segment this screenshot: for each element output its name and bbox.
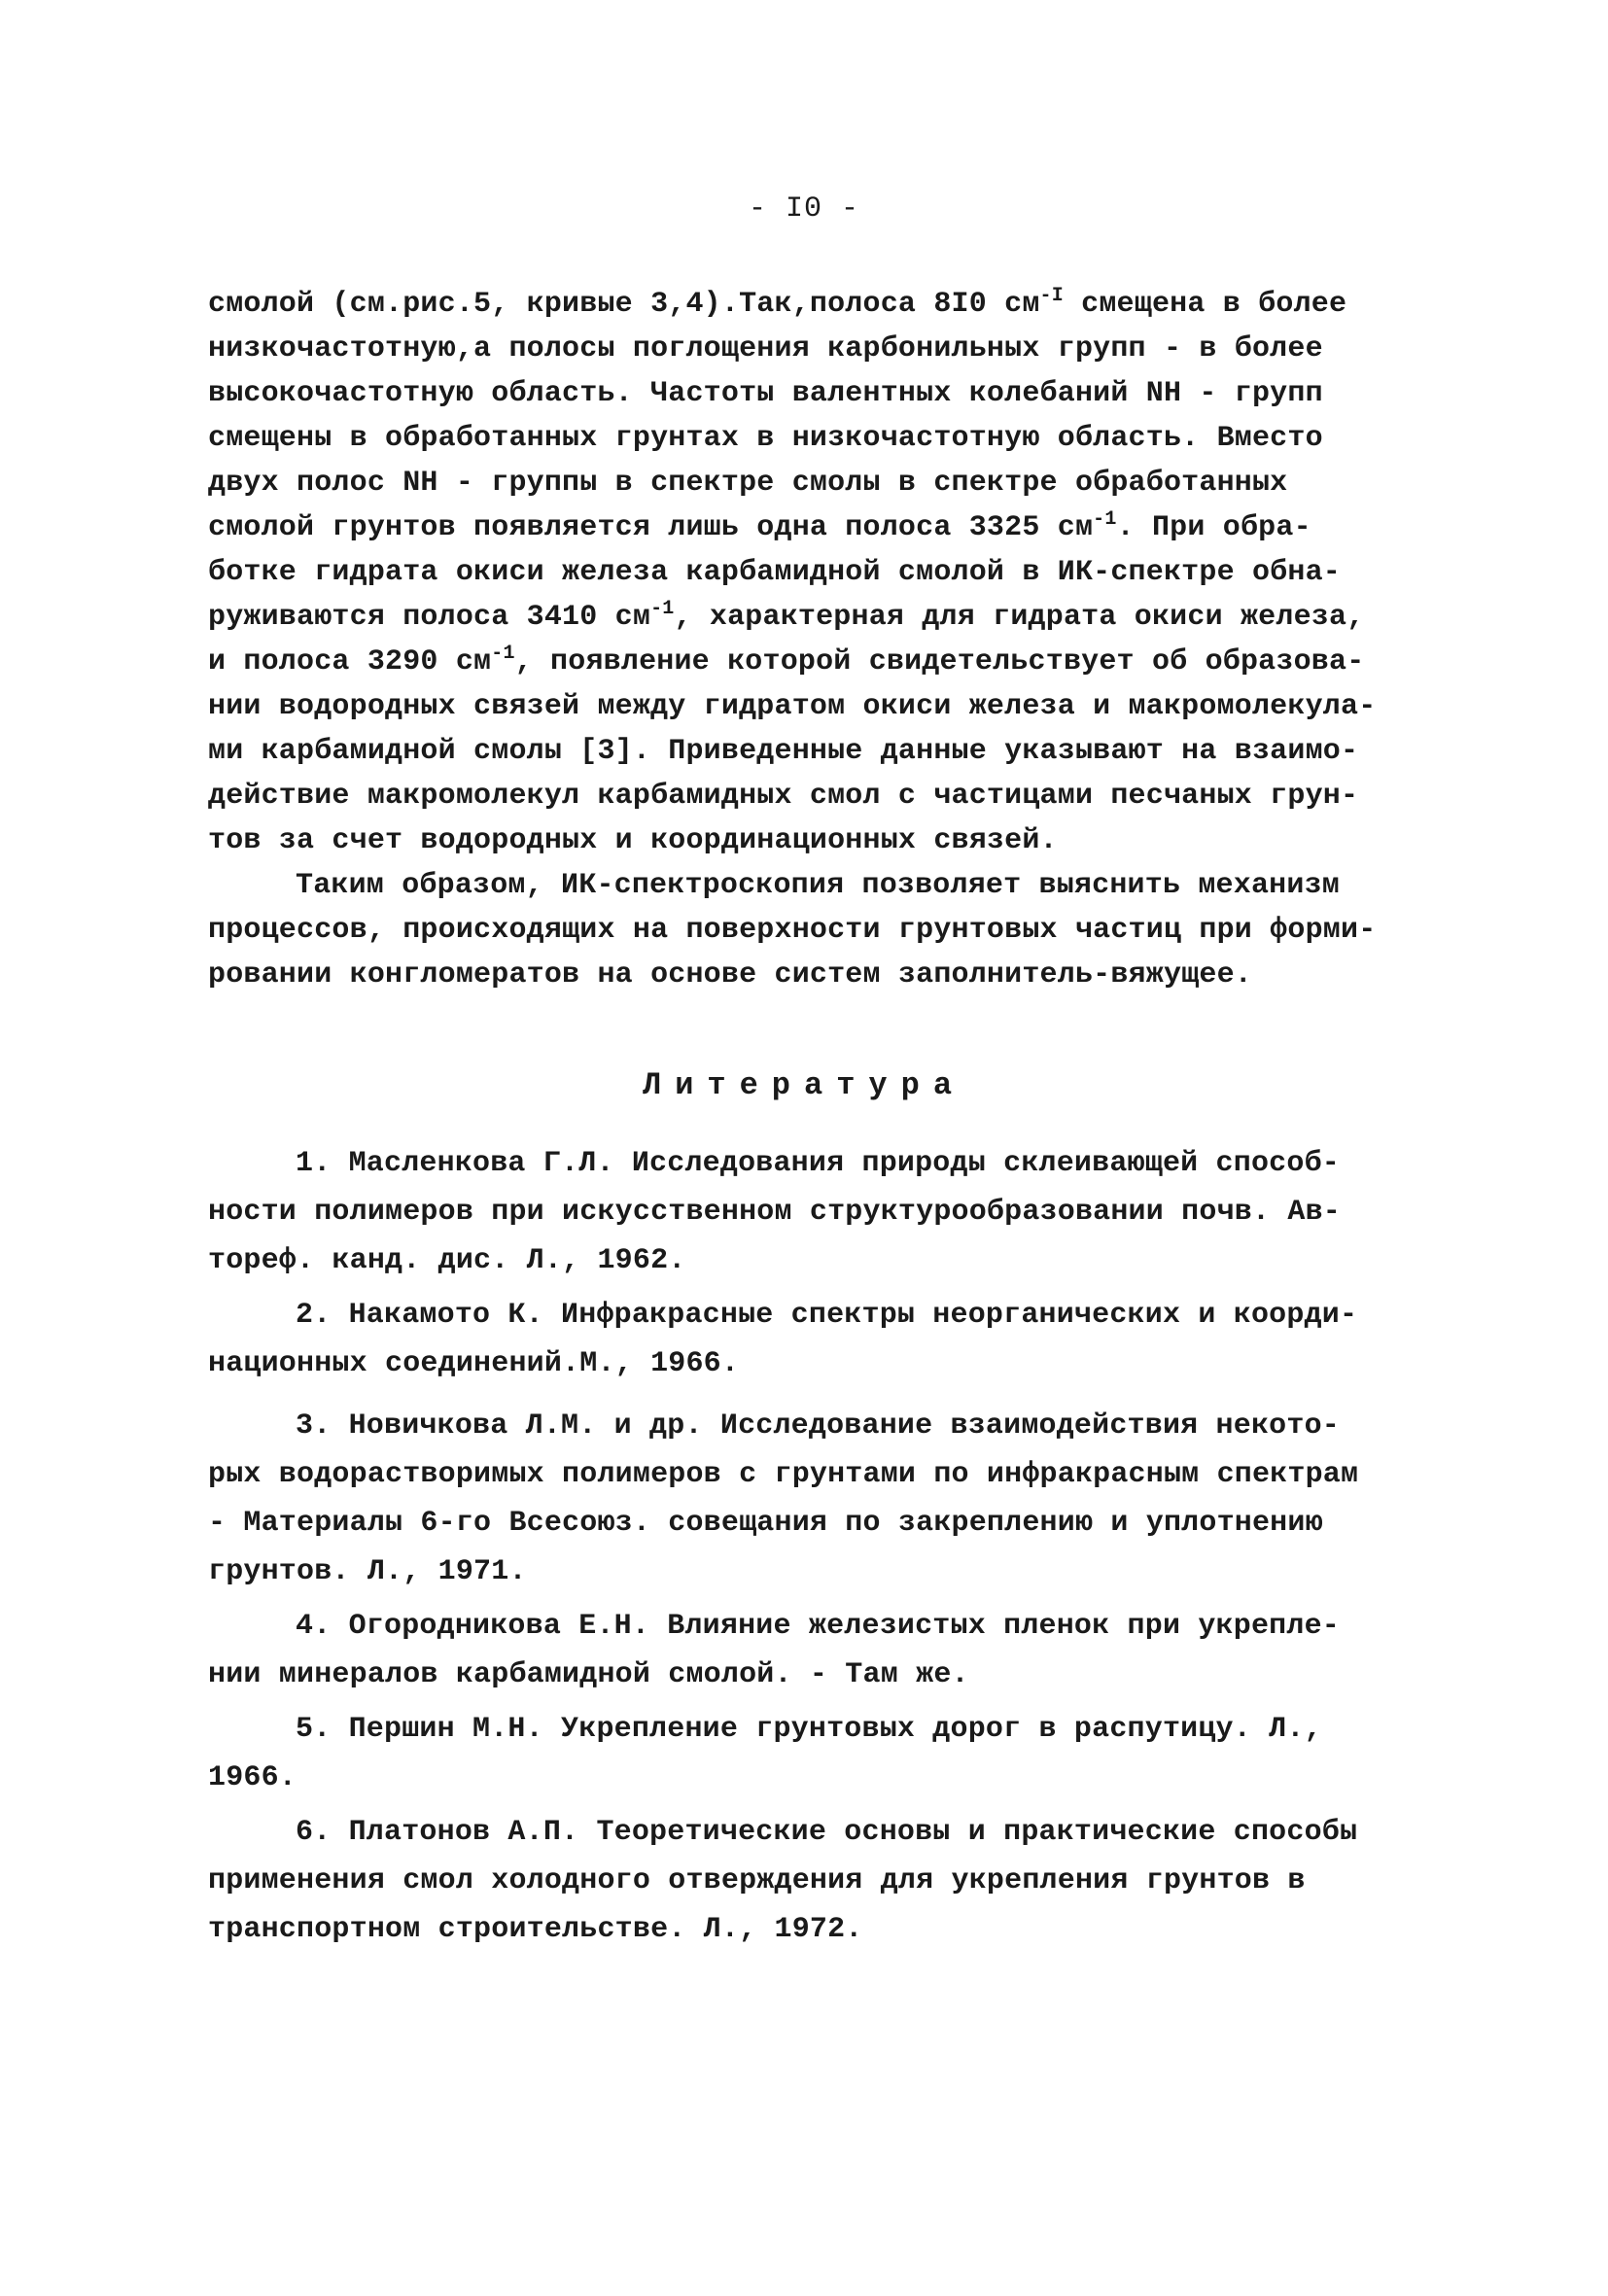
paragraph-line: нии водородных связей между гидратом окиси железа и макромолекула- bbox=[208, 690, 1377, 723]
paragraph-line: двух полос NH - группы в спектре смолы в спектре обработанных bbox=[208, 467, 1288, 500]
reference-line: 6. Платонов А.П. Теоретические основы и практические способы bbox=[296, 1816, 1358, 1849]
text-segment: смолой грунтов появляется лишь одна полоса 3325 см bbox=[208, 511, 1094, 544]
text-segment: смолой (см.рис.5, кривые 3,4).Так,полоса 8I0 см bbox=[208, 288, 1040, 321]
paragraph-line: Таким образом, ИК-спектроскопия позволяет выяснить механизм bbox=[296, 869, 1340, 902]
text-segment: руживаются полоса 3410 см bbox=[208, 601, 651, 634]
reference-line: 2. Накамото К. Инфракрасные спектры неорганических и коорди- bbox=[296, 1299, 1358, 1332]
page-number: - I0 - bbox=[748, 192, 860, 226]
text-segment: , характерная для гидрата окиси железа, bbox=[674, 601, 1365, 634]
references-list bbox=[208, 1139, 1423, 1960]
paragraph-line: ми карбамидной смолы [3]. Приведенные данные указывают на взаимо- bbox=[208, 735, 1359, 768]
text-segment: смещена в более bbox=[1063, 288, 1347, 321]
text-segment: . При обра- bbox=[1116, 511, 1311, 544]
reference-line: 5. Першин М.Н. Укрепление грунтовых дорог в распутицу. Л., bbox=[296, 1713, 1322, 1746]
paragraph-line bbox=[208, 505, 1423, 550]
paragraph-line: процессов, происходящих на поверхности грунтовых частиц при форми- bbox=[208, 914, 1377, 947]
paragraph-line: высокочастотную область. Частоты валентных колебаний NH - групп bbox=[208, 377, 1323, 410]
paragraph-line: тов за счет водородных и координационных связей. bbox=[208, 824, 1058, 857]
reference-item bbox=[208, 1808, 1423, 1954]
paragraph-line bbox=[208, 282, 1423, 327]
reference-item bbox=[208, 1705, 1423, 1802]
reference-line: тореф. канд. дис. Л., 1962. bbox=[208, 1244, 686, 1277]
reference-line: нии минералов карбамидной смолой. - Там же. bbox=[208, 1658, 969, 1691]
paragraph-line bbox=[208, 595, 1423, 640]
reference-line: транспортном строительстве. Л., 1972. bbox=[208, 1913, 863, 1946]
text-segment: и полоса 3290 см bbox=[208, 645, 492, 678]
superscript: -I bbox=[1039, 285, 1064, 307]
paragraph-line: ботке гидрата окиси железа карбамидной смолой в ИК-спектре обна- bbox=[208, 556, 1341, 589]
reference-line: ности полимеров при искусственном структурообразовании почв. Ав- bbox=[208, 1196, 1341, 1229]
reference-line: - Материалы 6-го Всесоюз. совещания по закреплению и уплотнению bbox=[208, 1507, 1323, 1540]
paragraph-1 bbox=[208, 282, 1423, 863]
reference-line: 1. Масленкова Г.Л. Исследования природы склеивающей способ- bbox=[296, 1147, 1340, 1180]
superscript: -1 bbox=[650, 598, 675, 620]
text-segment: , появление которой свидетельствует об образова- bbox=[514, 645, 1365, 678]
reference-line: применения смол холодного отверждения для укрепления грунтов в bbox=[208, 1864, 1306, 1897]
reference-line: 4. Огородникова Е.Н. Влияние железистых пленок при укрепле- bbox=[296, 1610, 1340, 1643]
superscript: -1 bbox=[491, 643, 515, 665]
superscript: -1 bbox=[1093, 508, 1117, 531]
paragraph-line: действие макромолекул карбамидных смол с частицами песчаных грун- bbox=[208, 780, 1359, 813]
reference-line: 3. Новичкова Л.М. и др. Исследование взаимодействия некото- bbox=[296, 1409, 1340, 1443]
reference-item bbox=[208, 1602, 1423, 1699]
paragraph-line: низкочастотную,а полосы поглощения карбонильных групп - в более bbox=[208, 332, 1323, 365]
reference-item bbox=[208, 1139, 1423, 1285]
references-heading: Литература bbox=[642, 1067, 966, 1103]
reference-line: рых водорастворимых полимеров с грунтами по инфракрасным спектрам bbox=[208, 1458, 1359, 1491]
paragraph-line: ровании конгломератов на основе систем заполнитель-вяжущее. bbox=[208, 958, 1252, 991]
reference-line: 1966. bbox=[208, 1761, 297, 1794]
reference-line: грунтов. Л., 1971. bbox=[208, 1555, 527, 1588]
body-text bbox=[208, 282, 1423, 997]
reference-line: национных соединений.М., 1966. bbox=[208, 1347, 740, 1380]
paragraph-line: смещены в обработанных грунтах в низкочастотную область. Вместо bbox=[208, 422, 1323, 455]
paragraph-line bbox=[208, 640, 1423, 684]
reference-item bbox=[208, 1402, 1423, 1596]
paragraph-2 bbox=[208, 863, 1423, 997]
reference-item bbox=[208, 1291, 1423, 1388]
